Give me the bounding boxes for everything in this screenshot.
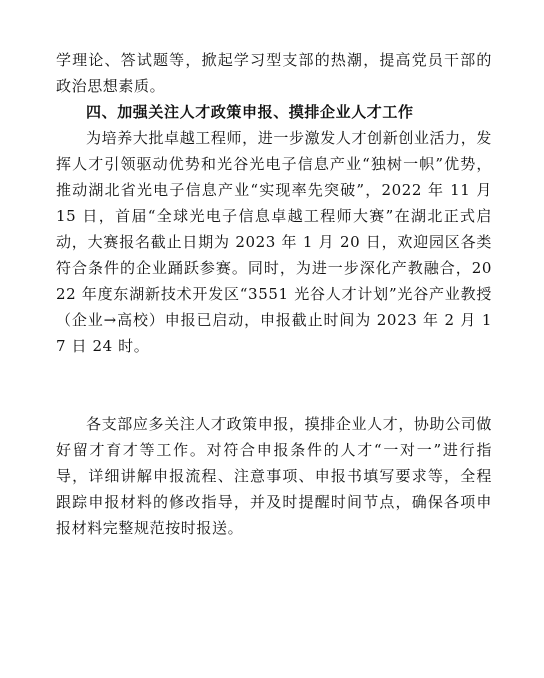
paragraph-branch-tasks: 各支部应多关注人才政策申报，摸排企业人才，协助公司做好留才育才等工作。对符合申报条件的人才“一对一”进行指导，详细讲解申报流程、注意事项、申报书填写要求等，全程跟踪申报材料的修改指导，并及时提醒时间节点，确保各项申报材料完整规范按时报送。 <box>56 415 492 537</box>
paragraph-talent-policy: 为培养大批卓越工程师，进一步激发人才创新创业活力，发挥人才引领驱动优势和光谷光电子信息产业“独树一帜”优势，推动湖北省光电子信息产业“实现率先突破”，2022 年 11 月 15 日，首届“全球光电子信息卓越工程师大赛”在湖北正式启动，大赛报名截止日期为 2023 年 1 月 20 日，欢迎园区各类符合条件的企业踊跃参赛。同时，为进一步深化产教融合，2022 年度东湖新技术开发区“3551 光谷人才计划”光谷产业教授（企业→高校）申报已启动，申报截止时间为 2023 年 2 月 17 日 24 时。 <box>56 129 492 355</box>
paragraph-continuation: 学理论、答试题等，掀起学习型支部的热潮，提高党员干部的政治思想素质。 <box>56 51 492 95</box>
section-heading: 四、加强关注人才政策申报、摸排企业人才工作 <box>86 103 414 121</box>
